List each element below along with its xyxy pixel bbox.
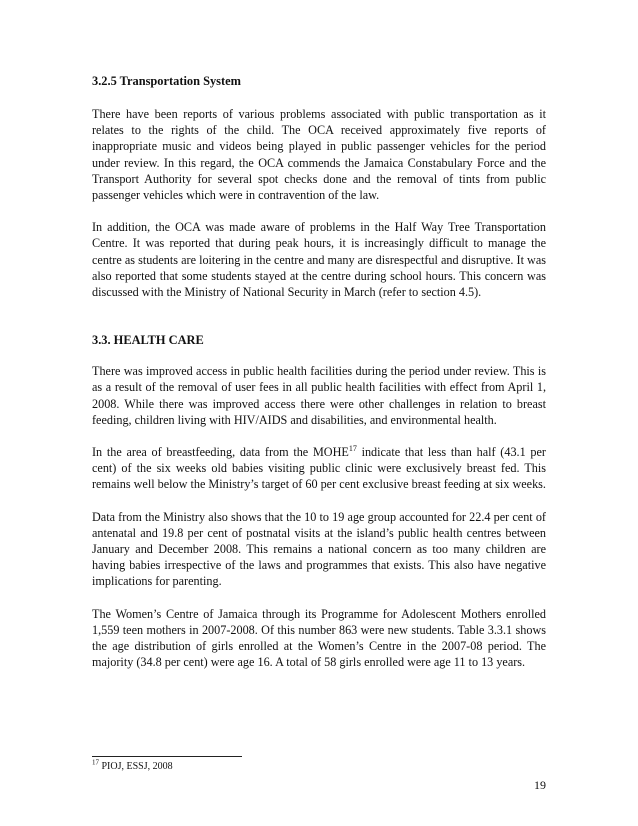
footnote <box>92 760 173 773</box>
paragraph-health-3: Data from the Ministry also shows that the 10 to 19 age group accounted for 22.4 per cent of antenatal and 19.8 per cent of postnatal visits at the island’s public health centres between January and December 2008. This remains a national concern as too many children are having babies irrespective of the laws and programmes that exists. This also have negative implications for parenting. <box>92 509 546 589</box>
paragraph-health-2 <box>92 444 546 493</box>
paragraph-transportation-1: There have been reports of various problems associated with public transportation as it relates to the rights of the child. The OCA received approximately five reports of inappropriate music and videos being played in public passenger vehicles for the period under review. In this regard, the OCA commends the Jamaica Constabulary Force and the Transport Authority for several spot checks done and the removal of tints from public passenger vehicles which were in contravention of the law. <box>92 107 546 203</box>
paragraph-health-1: There was improved access in public health facilities during the period under review. This is as a result of the removal of user fees in all public health facilities with effect from April 1, 2008. While there was improved access there were other challenges in relation to breast feeding, children living with HIV/AIDS and disabilities, and environmental health. <box>92 364 546 427</box>
paragraph-transportation-2: In addition, the OCA was made aware of problems in the Half Way Tree Transportation Centre. It was reported that during peak hours, it is increasingly difficult to manage the centre as students are loitering in the centre and many are disrespectful and disruptive. It was also reported that some students stayed at the centre during school hours. This concern was discussed with the Ministry of National Security in March (refer to section 4.5). <box>92 220 546 300</box>
page-body <box>92 74 546 686</box>
section-heading-health-care: 3.3. HEALTH CARE <box>92 333 204 348</box>
footnote-text: PIOJ, ESSJ, 2008 <box>99 761 173 772</box>
paragraph-health-2-start: In the area of breastfeeding, data from the MOHE <box>92 445 349 460</box>
footnote-divider <box>92 756 242 757</box>
section-heading-transportation: 3.2.5 Transportation System <box>92 74 241 88</box>
footnote-number: 17 <box>92 758 99 767</box>
footnote-reference: 17 <box>348 443 357 453</box>
paragraph-health-2-end: indicate that less than half (43.1 per cent) of the six weeks old babies visiting public clinic were exclusively breast fed. This remains well below the Ministry’s target of 60 per cent exclusive breast feeding at six weeks. <box>92 445 546 492</box>
paragraph-health-4: The Women’s Centre of Jamaica through its Programme for Adolescent Mothers enrolled 1,559 teen mothers in 2007-2008. Of this number 863 were new students. Table 3.3.1 shows the age distribution of girls enrolled at the Women’s Centre in the 2007-08 period. The majority (34.8 per cent) were age 16. A total of 58 girls enrolled were age 11 to 13 years. <box>92 606 546 670</box>
page-number: 19 <box>534 778 546 792</box>
